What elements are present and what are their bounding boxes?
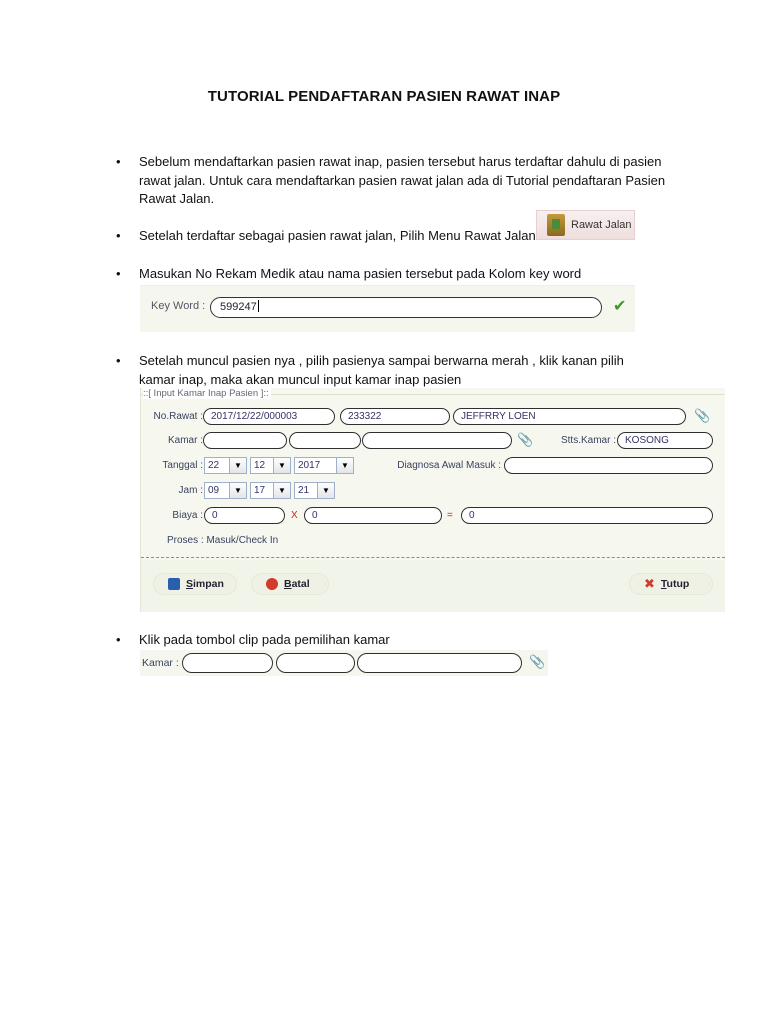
jam-hour-select[interactable]: 09 [204, 482, 230, 499]
form-divider [141, 557, 725, 558]
chevron-down-icon[interactable]: ▼ [274, 457, 291, 474]
chevron-down-icon[interactable]: ▼ [318, 482, 335, 499]
tanggal-label: Tanggal : [162, 460, 203, 471]
biaya-total-field[interactable]: 0 [461, 507, 713, 524]
paperclip-icon[interactable]: 📎 [694, 408, 711, 423]
tutup-mnemonic: T [660, 578, 667, 590]
kamar-strip-panel [140, 650, 548, 676]
cancel-icon [266, 578, 278, 590]
keyword-panel [140, 285, 635, 332]
kamar-code-field[interactable] [203, 432, 287, 449]
patient-name-field[interactable]: JEFFRRY LOEN [453, 408, 686, 425]
save-icon [168, 578, 180, 590]
bullet-dot: • [116, 228, 121, 243]
kamar-class-field[interactable] [276, 653, 355, 673]
chevron-down-icon[interactable]: ▼ [230, 482, 247, 499]
tanggal-day-select[interactable]: 22 [204, 457, 230, 474]
bullet-dot: • [116, 266, 121, 281]
batal-mnemonic: B [284, 578, 292, 590]
bullet-dot: • [116, 632, 121, 647]
paperclip-icon[interactable]: 📎 [517, 432, 534, 447]
bullet-dot: • [116, 154, 121, 169]
no-rawat-field[interactable]: 2017/12/22/000003 [203, 408, 335, 425]
tutup-label-rest: utup [666, 578, 690, 590]
chevron-down-icon[interactable]: ▼ [337, 457, 354, 474]
kamar-label: Kamar : [142, 657, 179, 669]
kamar-label: Kamar : [167, 435, 203, 446]
chevron-down-icon[interactable]: ▼ [230, 457, 247, 474]
biaya-field-2[interactable]: 0 [304, 507, 442, 524]
chevron-down-icon[interactable]: ▼ [274, 482, 291, 499]
bullet-text-line: rawat jalan. Untuk cara mendaftarkan pasien rawat jalan ada di Tutorial pendaftaran Pasien [139, 173, 666, 188]
rawat-jalan-button[interactable] [536, 210, 635, 240]
tanggal-year-select[interactable]: 2017 [294, 457, 337, 474]
kamar-name-field[interactable] [357, 653, 522, 673]
bullet-text-line: Klik pada tombol clip pada pemilihan kamar [139, 632, 390, 647]
keyword-label: Key Word : [151, 300, 206, 312]
proses-label: Proses : Masuk/Check In [167, 535, 279, 546]
batal-label [284, 578, 310, 590]
bullet-dot: • [116, 353, 121, 368]
bullet-text-line: Sebelum mendaftarkan pasien rawat inap, pasien tersebut harus terdaftar dahulu di pasien [139, 154, 662, 169]
simpan-mnemonic: S [186, 578, 194, 590]
bullet-text-line: Rawat Jalan. [139, 191, 215, 206]
jam-minute-select[interactable]: 17 [250, 482, 274, 499]
tutup-button[interactable] [629, 573, 713, 595]
jam-label: Jam : [178, 485, 203, 496]
kamar-name-field[interactable] [362, 432, 512, 449]
form-button-bar [141, 560, 725, 612]
no-rawat-label: No.Rawat : [153, 411, 203, 422]
simpan-button[interactable] [153, 573, 237, 595]
diagnosa-label: Diagnosa Awal Masuk : [397, 460, 501, 471]
bullet-text-line: kamar inap, maka akan muncul input kamar inap pasien [139, 372, 462, 387]
simpan-label [186, 578, 224, 590]
bullet-text-line: Setelah muncul pasien nya , pilih pasienya sampai berwarna merah , klik kanan pilih [139, 353, 624, 368]
batal-label-rest: atal [291, 578, 310, 590]
text-caret [258, 300, 259, 312]
form-legend: ::[ Input Kamar Inap Pasien ]:: [143, 388, 269, 399]
rawat-jalan-label: Rawat Jalan [571, 219, 632, 231]
tanggal-month-select[interactable]: 12 [250, 457, 274, 474]
stts-kamar-label: Stts.Kamar : [560, 435, 616, 446]
biaya-label: Biaya : [172, 510, 203, 521]
equals-operator: = [447, 510, 453, 521]
bullet-text-line: Masukan No Rekam Medik atau nama pasien tersebut pada Kolom key word [139, 266, 582, 281]
close-icon: ✖ [644, 576, 655, 591]
stts-kamar-field[interactable]: KOSONG [617, 432, 713, 449]
tutup-label [661, 578, 689, 590]
multiply-operator: X [291, 510, 298, 521]
rawat-jalan-icon [547, 214, 565, 236]
paperclip-icon[interactable]: 📎 [529, 654, 546, 669]
check-icon[interactable]: ✔ [613, 298, 627, 315]
bullet-text-line: Setelah terdaftar sebagai pasien rawat jalan, Pilih Menu Rawat Jalan [139, 228, 536, 243]
simpan-label-rest: impan [193, 578, 224, 590]
page-title: TUTORIAL PENDAFTARAN PASIEN RAWAT INAP [207, 88, 561, 105]
batal-button[interactable] [251, 573, 329, 595]
keyword-input[interactable] [210, 297, 602, 318]
biaya-field-1[interactable]: 0 [204, 507, 285, 524]
no-rm-field[interactable]: 233322 [340, 408, 450, 425]
kamar-class-field[interactable] [289, 432, 361, 449]
jam-second-select[interactable]: 21 [294, 482, 318, 499]
input-kamar-inap-form [140, 388, 725, 612]
diagnosa-field[interactable] [504, 457, 713, 474]
keyword-value: 599247 [220, 301, 257, 313]
kamar-code-field[interactable] [182, 653, 273, 673]
